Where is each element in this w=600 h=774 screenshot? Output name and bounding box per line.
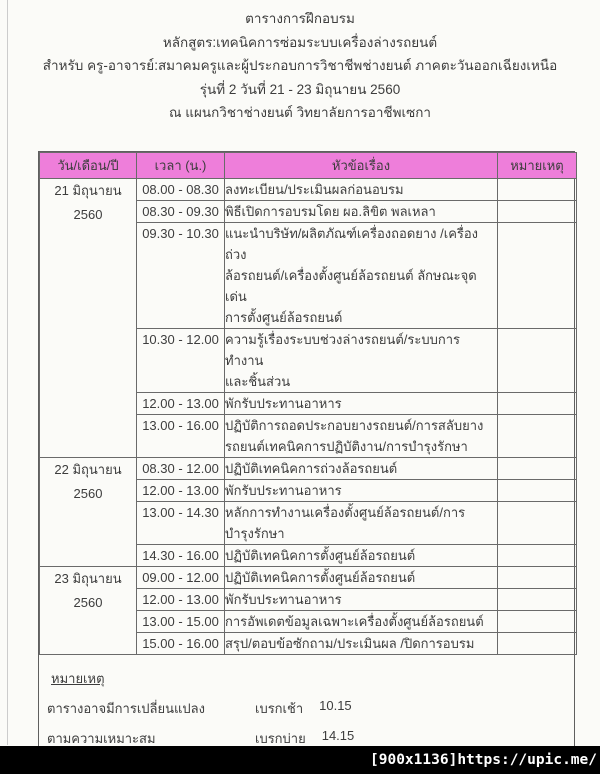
topic-cell [225,329,498,393]
topic-cell [225,480,498,502]
topic-line: รถยนต์เทคนิคการปฏิบัติงาน/การบำรุงรักษา [225,439,468,454]
topic-line: พักรับประทานอาหาร [225,592,342,607]
time-cell: 08.30 - 09.30 [137,201,225,223]
watermark-text: [900x1136]https://upic.me/ [370,752,597,768]
topic-cell [225,415,498,458]
note-row [47,698,566,719]
topic-cell [225,545,498,567]
remark-cell [498,458,577,480]
morning-break-label: เบรกเช้า [255,701,304,716]
day-line: 23 มิถุนายน [54,571,122,586]
topic-line: และชิ้นส่วน [225,374,291,389]
topic-line: พิธีเปิดการอบรมโดย ผอ.ลิขิต พลเหลา [225,204,436,219]
topic-line: ลงทะเบียน/ประเมินผลก่อนอบรม [225,182,404,197]
remark-cell [498,545,577,567]
remark-cell [498,223,577,329]
remark-cell [498,611,577,633]
note-left-text: ตามความเหมาะสม [47,731,156,746]
time-cell: 12.00 - 13.00 [137,589,225,611]
topic-line: ล้อรถยนต์/เครื่องตั้งศูนย์ล้อรถยนต์ ลักษณะจุดเด่น [225,268,477,304]
topic-cell [225,201,498,223]
remark-cell [498,329,577,393]
topic-line: ปฏิบัติเทคนิคการตั้งศูนย์ล้อรถยนต์ [225,570,416,585]
remark-cell [498,567,577,589]
remark-cell [498,633,577,655]
note-left-text: ตารางอาจมีการเปลี่ยนแปลง [47,701,205,716]
time-cell: 13.00 - 15.00 [137,611,225,633]
time-cell: 08.00 - 08.30 [137,179,225,201]
watermark-bar [0,746,600,774]
day-cell [40,458,137,567]
remark-cell [498,589,577,611]
topic-cell [225,393,498,415]
day-line: 22 มิถุนายน [54,462,122,477]
day-cell [40,179,137,458]
remark-cell [498,480,577,502]
day-line: 2560 [73,595,103,610]
time-cell: 09.00 - 12.00 [137,567,225,589]
topic-cell [225,633,498,655]
schedule-table [39,152,577,655]
remark-cell [498,179,577,201]
notes-heading: หมายเหตุ [51,671,105,686]
column-header: วัน/เดือน/ปี [40,153,137,179]
topic-cell [225,567,498,589]
time-cell: 08.30 - 12.00 [137,458,225,480]
remark-cell [498,201,577,223]
remark-cell [498,415,577,458]
title-line: หลักสูตร:เทคนิคการซ่อมระบบเครื่องล่างรถยนต์ [162,34,438,50]
time-cell: 12.00 - 13.00 [137,393,225,415]
time-cell: 15.00 - 16.00 [137,633,225,655]
title-line: รุ่นที่ 2 วันที่ 21 - 23 มิถุนายน 2560 [199,81,401,97]
topic-cell [225,589,498,611]
day-cell [40,567,137,655]
column-header: เวลา (น.) [137,153,225,179]
day-line: 2560 [73,207,103,222]
topic-line: แนะนำบริษัท/ผลิตภัณฑ์เครื่องถอดยาง /เครื่องถ่วง [225,226,479,262]
topic-cell [225,611,498,633]
topic-cell [225,502,498,545]
afternoon-break-time: 14.15 [321,728,355,743]
topic-line: หลักการทำงานเครื่องตั้งศูนย์ล้อรถยนต์/การ [225,505,466,520]
topic-line: ปฏิบัติการถอดประกอบยางรถยนต์/การสลับยาง [225,418,484,433]
time-cell: 13.00 - 16.00 [137,415,225,458]
remark-cell [498,393,577,415]
topic-cell [225,179,498,201]
topic-line: พักรับประทานอาหาร [225,483,342,498]
title-line: ณ แผนกวิชาช่างยนต์ วิทยาลัยการอาชีพเซกา [168,105,432,120]
table-row [40,179,577,201]
topic-line: สรุป/ตอบข้อซักถาม/ประเมินผล /ปิดการอบรม [225,636,475,651]
time-cell: 14.30 - 16.00 [137,545,225,567]
document-title [0,7,600,125]
day-line: 21 มิถุนายน [54,183,122,198]
time-cell: 09.30 - 10.30 [137,223,225,329]
topic-line: การอัพเดตข้อมูลเฉพาะเครื่องตั้งศูนย์ล้อรถยนต์ [225,614,484,629]
time-cell: 12.00 - 13.00 [137,480,225,502]
day-line: 2560 [73,486,103,501]
table-row [40,567,577,589]
content-box [38,151,575,762]
table-row [40,458,577,480]
topic-line: ความรู้เรื่องระบบช่วงล่างรถยนต์/ระบบการทำงาน [225,332,461,368]
remark-cell [498,502,577,545]
topic-line: บำรุงรักษา [225,526,285,541]
topic-line: ปฏิบัติเทคนิคการตั้งศูนย์ล้อรถยนต์ [225,548,416,563]
topic-line: พักรับประทานอาหาร [225,396,342,411]
morning-break-time: 10.15 [319,698,352,713]
title-line: สำหรับ ครู-อาจารย์:สมาคมครูและผู้ประกอบการวิชาชีพช่างยนต์ ภาคตะวันออกเฉียงเหนือ [42,58,558,73]
topic-line: การตั้งศูนย์ล้อรถยนต์ [225,310,343,325]
title-line: ตารางการฝึกอบรม [245,11,355,26]
column-header: หมายเหตุ [498,153,577,179]
header-row [40,153,577,179]
column-header: หัวข้อเรื่อง [225,153,498,179]
topic-cell [225,223,498,329]
topic-line: ปฏิบัติเทคนิคการถ่วงล้อรถยนต์ [225,461,398,476]
topic-cell [225,458,498,480]
afternoon-break-label: เบรกบ่าย [255,731,306,746]
time-cell: 10.30 - 12.00 [137,329,225,393]
time-cell: 13.00 - 14.30 [137,502,225,545]
